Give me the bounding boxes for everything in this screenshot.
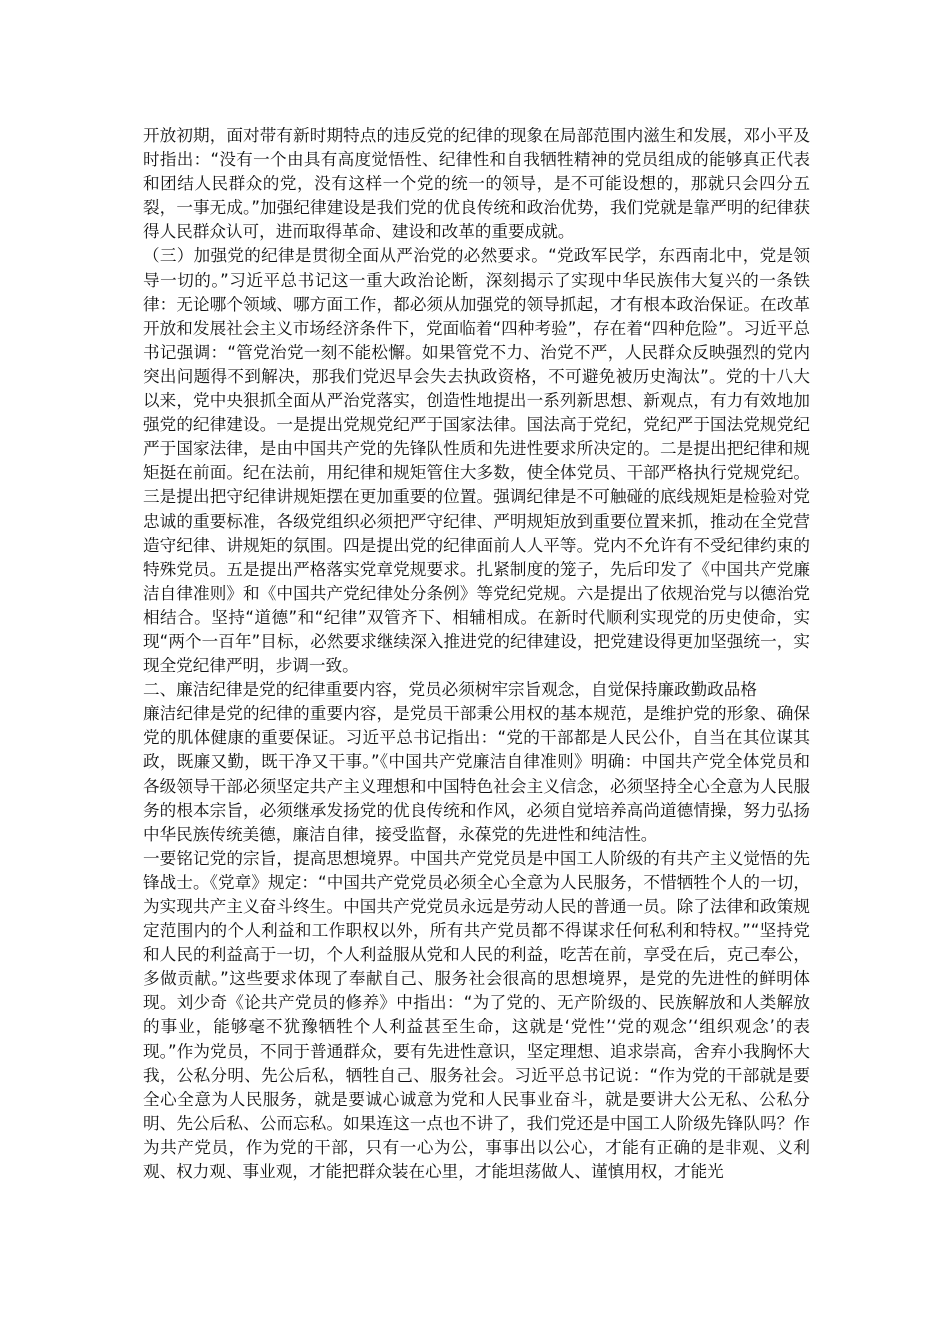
paragraph-section-three: （三）加强党的纪律是贯彻全面从严治党的必然要求。“党政军民学，东西南北中，党是领导一切的。”习近平总书记这一重大政治论断，深刻揭示了实现中华民族伟大复兴的一条铁律：无论哪个领域、哪方面工作，都必须从加强党的领导抓起，才有根本政治保证。在改革开放和发展社会主义市场经济条件下，党面临着“四种考验”，存在着“四种危险”。习近平总书记强调：“管党治党一刻不能松懈。如果管党不力、治党不严，人民群众反映强烈的党内突出问题得不到解决，那我们党迟早会失去执政资格，不可避免被历史淘汰”。党的十八大以来，党中央狠抓全面从严治党落实，创造性地提出一系列新思想、新观点，有力有效地加强党的纪律建设。一是提出党规党纪严于国家法律。国法高于党纪，党纪严于国法党规党纪严于国家法律，是由中国共产党的先锋队性质和先进性要求所决定的。二是提出把纪律和规矩挺在前面。纪在法前，用纪律和规矩管住大多数，使全体党员、干部严格执行党规党纪。三是提出把守纪律讲规矩摆在更加重要的位置。强调纪律是不可触碰的底线规矩是检验对党忠诚的重要标准，各级党组织必须把严守纪律、严明规矩放到重要位置来抓，推动在全党营造守纪律、讲规矩的氛围。四是提出党的纪律面前人人平等。党内不允许有不受纪律约束的特殊党员。五是提出严格落实党章党规要求。扎紧制度的笼子，先后印发了《中国共产党廉洁自律准则》和《中国共产党纪律处分条例》等党纪党规。六是提出了依规治党与以德治党相结合。坚持“道德”和“纪律”双管齐下、相辅相成。在新时代顺利实现党的历史使命，实现“两个一百年”目标，必然要求继续深入推进党的纪律建设，把党建设得更加坚强统一，实现全党纪律严明，步调一致。 — [143, 246, 810, 676]
section-heading-two: 二、廉洁纪律是党的纪律重要内容，党员必须树牢宗旨观念，自觉保持廉政勤政品格 — [143, 680, 757, 700]
paragraph-party-purpose: 一要铭记党的宗旨，提高思想境界。中国共产党党员是中国工人阶级的有共产主义觉悟的先锋战士。《党章》规定：“中国共产党党员必须全心全意为人民服务，不惜牺牲个人的一切，为实现共产主义奋斗终生。中国共产党党员永远是劳动人民的普通一员。除了法律和政策规定范围内的个人利益和工作职权以外，所有共产党员都不得谋求任何私利和特权。”“坚持党和人民的利益高于一切，个人利益服从党和人民的利益，吃苦在前，享受在后，克己奉公，多做贡献。”这些要求体现了奉献自己、服务社会很高的思想境界，是党的先进性的鲜明体现。刘少奇《论共产党员的修养》中指出：“为了党的、无产阶级的、民族解放和人类解放的事业，能够毫不犹豫牺牲个人利益甚至生命，这就是‘党性’‘党的观念’‘组织观念’的表现。”作为党员，不同于普通群众，要有先进性意识，坚定理想、追求崇高，舍弃小我胸怀大我，公私分明、先公后私，牺牲自己、服务社会。习近平总书记说：“作为党的干部就是要全心全意为人民服务，就是要诚心诚意为党和人民事业奋斗，就是要讲大公无私、公私分明、先公后私、公而忘私。如果连这一点也不讲了，我们党还是中国工人阶级先锋队吗？作为共产党员，作为党的干部，只有一心为公，事事出以公心，才能有正确的是非观、义利观、权力观、事业观，才能把群众装在心里，才能坦荡做人、谨慎用权，才能光 — [143, 848, 810, 1182]
document-page — [143, 124, 810, 1184]
paragraph-integrity-discipline: 廉洁纪律是党的纪律的重要内容，是党员干部秉公用权的基本规范，是维护党的形象、确保党的肌体健康的重要保证。习近平总书记指出：“党的干部都是人民公仆，自当在其位谋其政，既廉又勤，既干净又干事。”《中国共产党廉洁自律准则》明确：中国共产党全体党员和各级领导干部必须坚定共产主义理想和中国特色社会主义信念，必须坚持全心全意为人民服务的根本宗旨，必须继承发扬党的优良传统和作风，必须自觉培养高尚道德情操，努力弘扬中华民族传统美德，廉洁自律，接受监督，永葆党的先进性和纯洁性。 — [143, 704, 810, 844]
paragraph-reform-period: 开放初期，面对带有新时期特点的违反党的纪律的现象在局部范围内滋生和发展，邓小平及时指出：“没有一个由具有高度觉悟性、纪律性和自我牺牲精神的党员组成的能够真正代表和团结人民群众的党，没有这样一个党的统一的领导，是不可能设想的，那就只会四分五裂，一事无成。”加强纪律建设是我们党的优良传统和政治优势，我们党就是靠严明的纪律获得人民群众认可，进而取得革命、建设和改革的重要成就。 — [143, 126, 810, 242]
